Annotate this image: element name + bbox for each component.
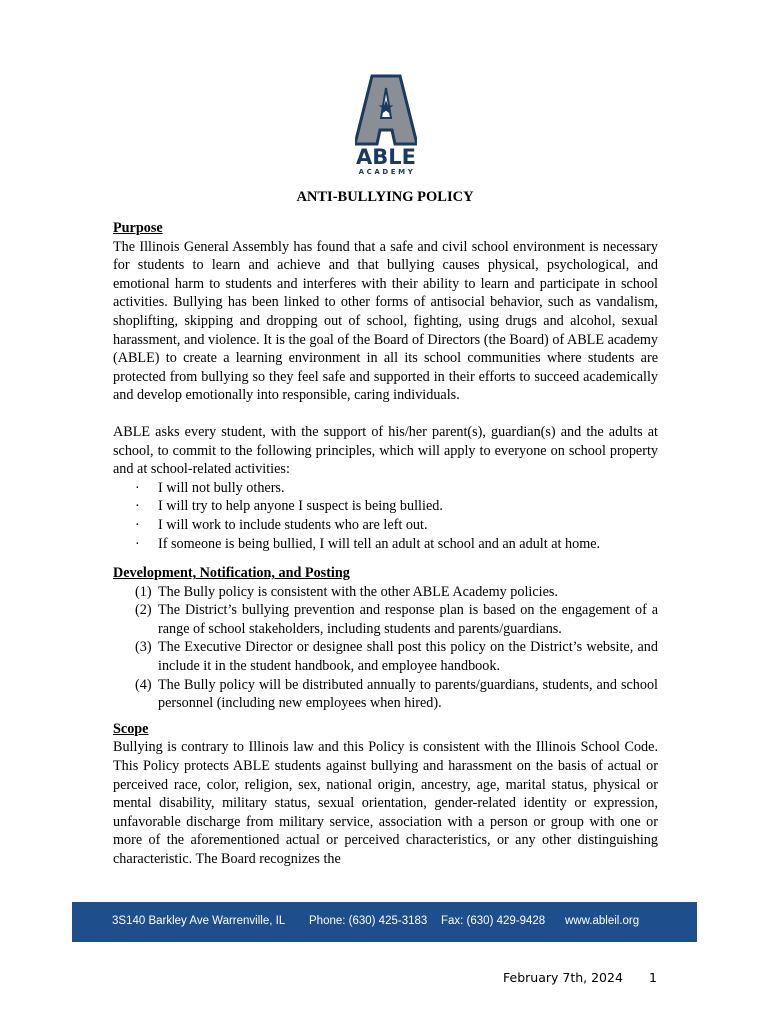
- item-text: The District’s bullying prevention and response plan is based on the engagement of a range of school stakeholders, including students and parents/guardians.: [158, 602, 658, 637]
- item-number: (3): [135, 639, 152, 656]
- list-item: · If someone is being bullied, I will tell an adult at school and an adult at home.: [135, 535, 658, 554]
- development-list: [113, 583, 658, 713]
- footer-phone: Phone: (630) 425-3183: [309, 915, 428, 927]
- able-academy-logo: [355, 74, 417, 182]
- logo-subtitle: ACADEMY: [358, 168, 416, 176]
- list-item: · I will not bully others.: [135, 479, 658, 498]
- item-number: (2): [135, 602, 152, 619]
- scope-heading: Scope: [113, 720, 149, 737]
- list-item: · I will try to help anyone I suspect is being bullied.: [135, 497, 658, 516]
- document-title: ANTI-BULLYING POLICY: [296, 189, 474, 205]
- item-number: (4): [135, 676, 152, 693]
- footer-address: 3S140 Barkley Ave Warrenville, IL: [112, 915, 286, 927]
- list-item: [135, 601, 658, 638]
- development-heading: Development, Notification, and Posting: [113, 565, 350, 582]
- letter-a-star-icon: [355, 74, 417, 146]
- purpose-heading: Purpose: [113, 220, 163, 236]
- item-number: (1): [135, 583, 152, 600]
- contact-footer-bar: [72, 902, 697, 942]
- footer-fax: Fax: (630) 429-9428: [441, 915, 546, 927]
- purpose-paragraph-2: ABLE asks every student, with the support of his/her parent(s), guardian(s) and the adults at school, to commit to the following principles, which will apply to everyone on school property and at school-related activities:: [113, 423, 658, 478]
- logo-name: ABLE: [356, 145, 416, 169]
- principles-list: [113, 479, 658, 553]
- item-text: The Executive Director or designee shall post this policy on the District’s website, and include it in the student handbook, and employee handbook.: [158, 639, 658, 675]
- item-text: The Bully policy is consistent with the other ABLE Academy policies.: [158, 583, 558, 600]
- list-item: · I will work to include students who are left out.: [135, 516, 658, 535]
- document-body: [113, 219, 658, 869]
- item-text: The Bully policy will be distributed annually to parents/guardians, students, and school personnel (including new employees when hired).: [158, 676, 658, 712]
- footer-date: February 7th, 2024: [503, 970, 623, 985]
- list-item: [135, 583, 658, 602]
- list-item: [135, 676, 658, 713]
- page-number: 1: [649, 970, 657, 985]
- scope-paragraph: Bullying is contrary to Illinois law and this Policy is consistent with the Illinois School Code. This Policy protects ABLE students against bullying and harassment on the basis of actual or perceived race, color, religion, sex, national origin, ancestry, age, marital status, physical or mental disability, military status, sexual orientation, gender-related identity or expression, unfavorable discharge from military service, association with a person or group with one or more of the aforementioned actual or perceived characteristics, or any other distinguishing characteristic. The Board recognizes the: [113, 739, 658, 867]
- list-item: [135, 638, 658, 675]
- footer-website-link[interactable]: www.ableil.org: [565, 915, 640, 927]
- purpose-paragraph-1: The Illinois General Assembly has found that a safe and civil school environment is necessary for students to learn and achieve and that bullying causes physical, psychological, and emotional harm to students and interferes with their ability to learn and participate in school activities. Bullying has been linked to other forms of antisocial behavior, such as vandalism, shoplifting, skipping and dropping out of school, fighting, using drugs and alcohol, sexual harassment, and violence. It is the goal of the Board of Directors (the Board) of ABLE academy (ABLE) to create a learning environment in all its school communities where students are protected from bullying so they feel safe and supported in their efforts to succeed academically and develop emotionally into responsible, caring individuals.: [113, 238, 658, 404]
